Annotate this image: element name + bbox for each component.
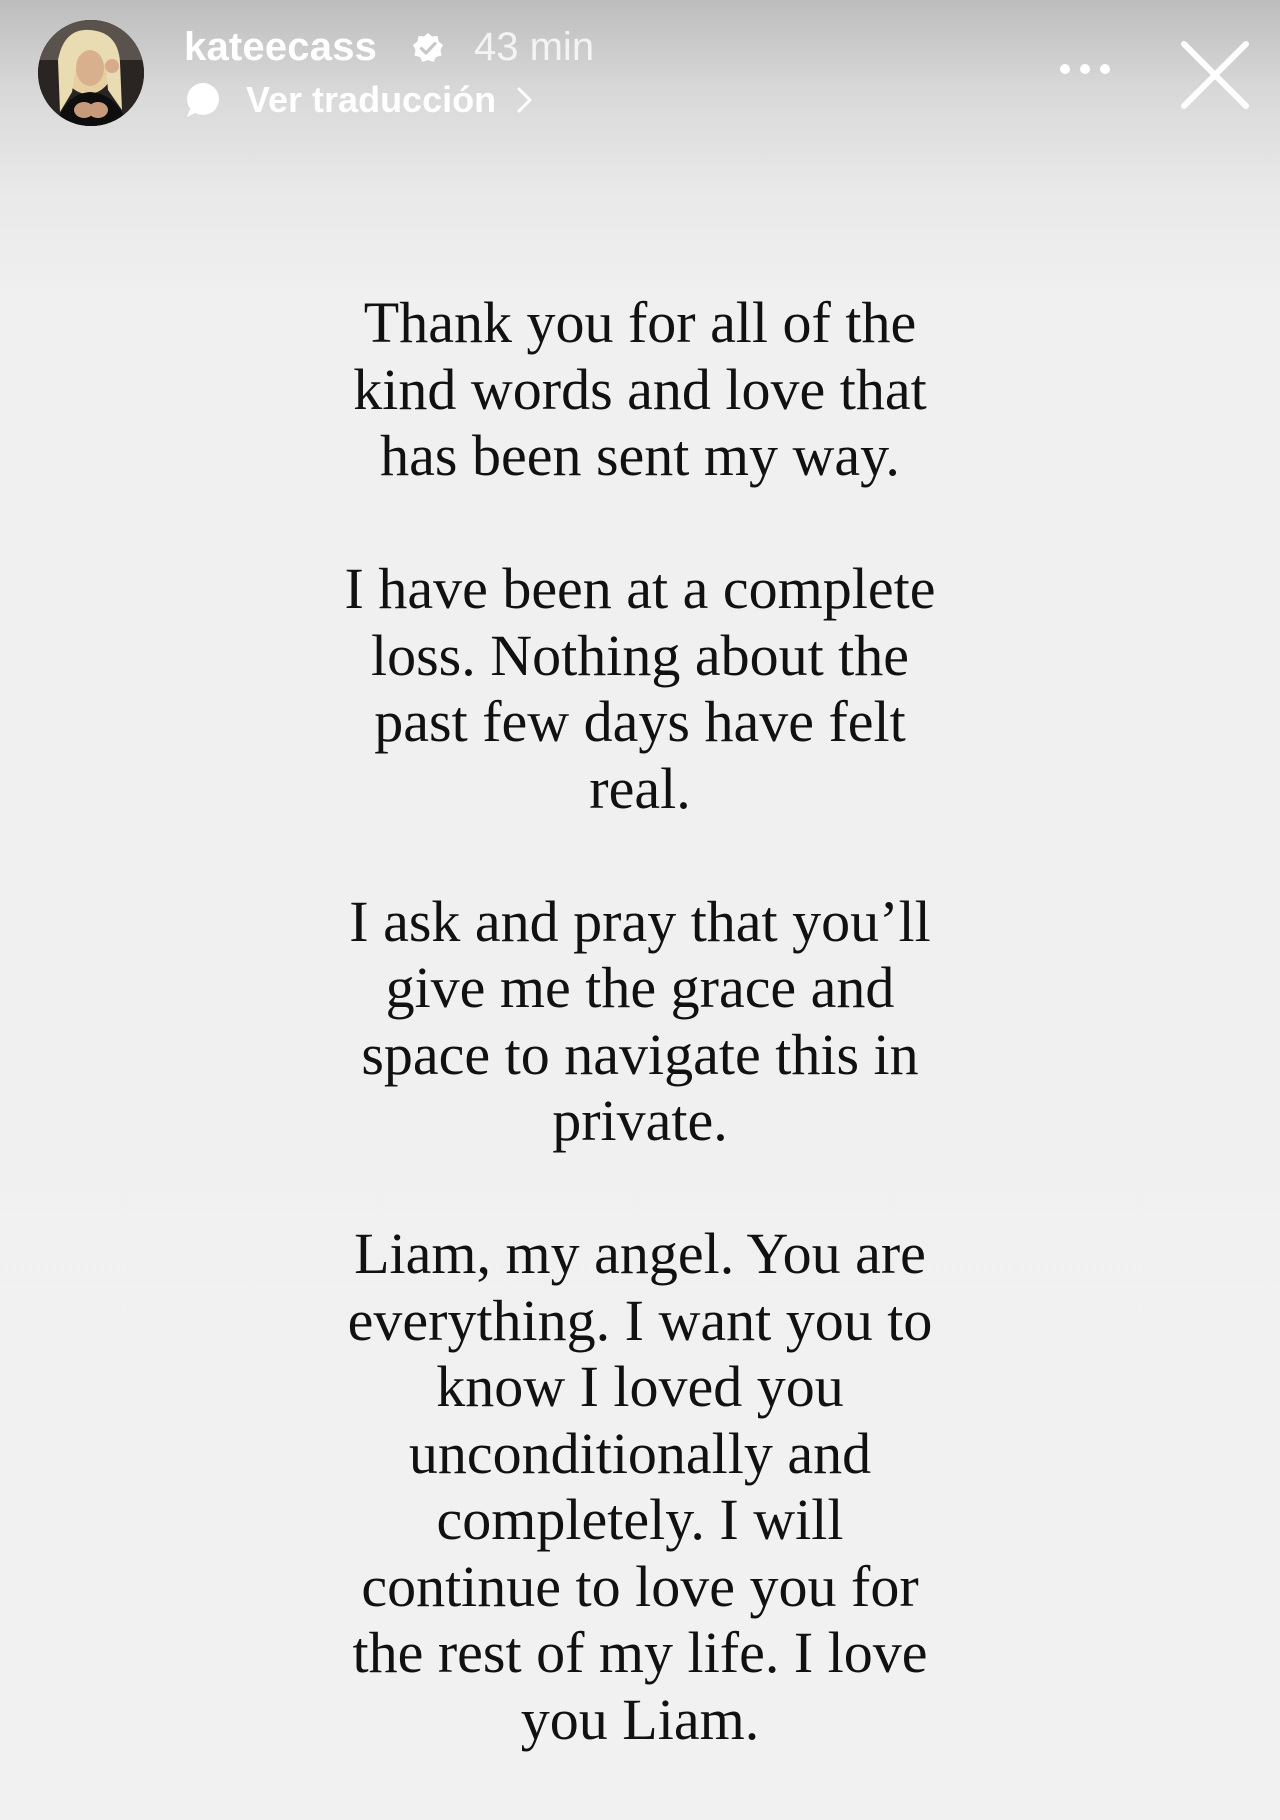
message-line: I ask and pray that you’ll xyxy=(349,888,931,954)
message-line: space to navigate this in xyxy=(361,1021,919,1087)
post-time: 43 min xyxy=(474,25,595,69)
profile-photo-icon xyxy=(38,20,144,126)
story-header xyxy=(0,0,1280,140)
message-line: give me the grace and xyxy=(385,955,895,1020)
message-line: past few days have felt xyxy=(374,689,906,754)
see-translation-label: Ver traducción xyxy=(246,79,497,120)
message-line: completely. I will xyxy=(436,1487,844,1552)
message-line: everything. I want you to xyxy=(347,1287,933,1353)
message-line: kind words and love that xyxy=(353,356,927,422)
speech-bubble-icon xyxy=(184,81,222,119)
message-line: I have been at a complete xyxy=(344,556,936,621)
message-line: private. xyxy=(552,1088,728,1153)
message-paragraph xyxy=(290,889,990,1155)
message-line: you Liam. xyxy=(520,1686,760,1752)
username[interactable]: kateecass xyxy=(184,25,378,69)
chevron-right-icon xyxy=(514,85,536,115)
avatar[interactable] xyxy=(38,20,144,126)
story-text-message xyxy=(290,290,990,1753)
see-translation-link[interactable] xyxy=(184,78,536,122)
message-paragraph xyxy=(290,1221,990,1753)
message-line: the rest of my life. I love xyxy=(352,1620,928,1685)
verified-badge-icon xyxy=(412,32,444,64)
message-line: know I loved you xyxy=(436,1354,844,1419)
message-line: has been sent my way. xyxy=(380,423,900,488)
message-line: Thank you for all of the xyxy=(363,290,917,355)
more-options-icon[interactable] xyxy=(1058,58,1112,80)
message-line: Liam, my angel. You are xyxy=(354,1221,926,1286)
close-icon[interactable] xyxy=(1176,36,1254,114)
message-line: unconditionally and xyxy=(408,1420,872,1486)
message-line: loss. Nothing about the xyxy=(370,622,910,688)
message-paragraph xyxy=(290,556,990,822)
message-paragraph xyxy=(290,290,990,490)
message-line: real. xyxy=(589,755,691,821)
message-line: continue to love you for xyxy=(361,1553,919,1619)
